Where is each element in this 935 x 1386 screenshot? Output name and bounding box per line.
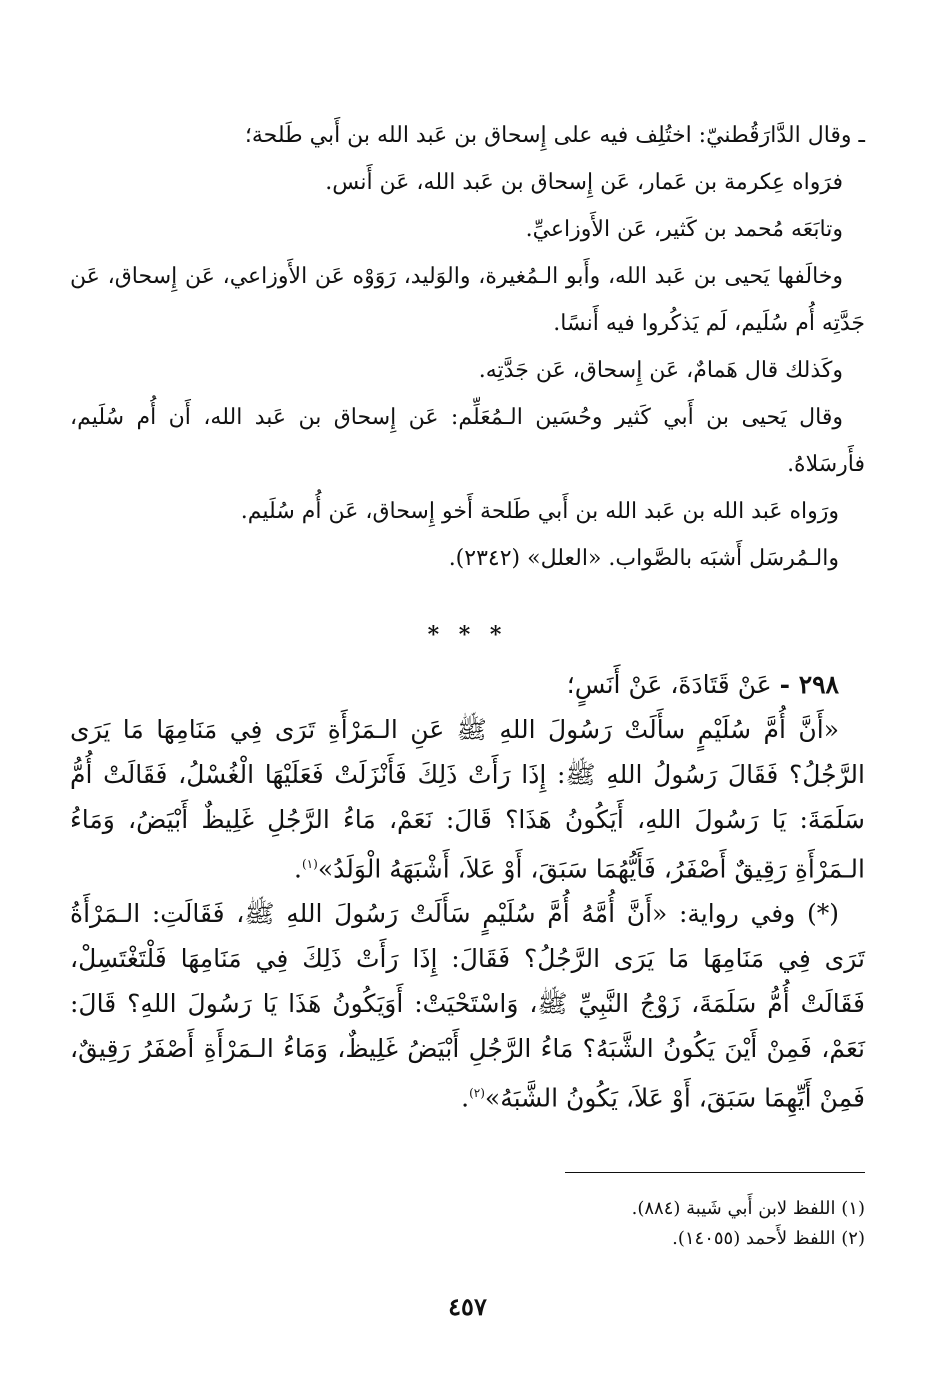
hadith-heading (70, 662, 865, 707)
text-line: وتابَعَه مُحمد بن كَثير، عَن الأَوزاعيِّ. (525, 217, 843, 242)
hadith-text: «أَنَّ أُمَّ سُلَيْمٍ سأَلَتْ رَسُولَ اللهِ ﷺ عَنِ الـمَرْأَةِ تَرَى فِي مَنَامِهَا مَا يَرَى الرَّجُلُ؟ فَقَالَ رَسُولُ اللهِ ﷺ: إِذَا رَأَتْ ذَلِكَ فَأَنْزَلَتْ فَعَلَيْهَا الْغُسْلُ، فَقَالَتْ أُمُّ سَلَمَةَ: يَا رَسُولَ اللهِ، أَيَكُونُ هَذَا؟ قَالَ: نَعَمْ، مَاءُ الرَّجُلِ غَلِيظٌ أَبْيَضُ، وَمَاءُ الـمَرْأَةِ رَقِيقٌ أَصْفَرُ، فَأَيُّهُمَا سَبَقَ، أَوْ عَلاَ، أَشْبَهَهُ الْوَلَدُ»$^{(١)}$. (70, 715, 865, 884)
footnote-item: (١) اللفظ لابن أَبي شَيبة (٨٨٤). (631, 1198, 865, 1219)
footnote-item: (٢) اللفظ لأَحمد (١٤٠٥٥). (672, 1228, 865, 1249)
hadith-chain: عَنْ قَتَادَةَ، عَنْ أَنَسٍ؛ (566, 670, 772, 699)
footnote-divider (565, 1172, 865, 1173)
text-line: ـ وقال الدَّارَقُطنيّ: اختُلِف فيه على إِسحاق بن عَبد الله بن أَبي طَلحة؛ (244, 123, 865, 148)
text-line: ورَواه عَبد الله بن عَبد الله بن أَبي طَلحة أَخو إِسحاق، عَن أُم سُلَيم. (240, 499, 839, 524)
commentary-section (70, 112, 865, 582)
hadith-body: «أَنَّ أُمَّ سُلَيْمٍ سأَلَتْ رَسُولَ اللهِ ﷺ عَنِ الـمَرْأَةِ تَرَى فِي مَنَامِهَا مَا يَرَى الرَّجُلُ؟ فَقَالَ رَسُولُ اللهِ ﷺ: إِذَا رَأَتْ ذَلِكَ فَأَنْزَلَتْ فَعَلَيْهَا الْغُسْلُ، فَقَالَتْ أُمُّ سَلَمَةَ: يَا رَسُولَ اللهِ، أَيَكُونُ هَذَا؟ قَالَ: نَعَمْ، مَاءُ الرَّجُلِ غَلِيظٌ أَبْيَضُ، وَمَاءُ الـمَرْأَةِ رَقِيقٌ أَصْفَرُ، فَأَيُّهُمَا سَبَقَ، أَوْ عَلاَ، أَشْبَهَهُ الْوَلَدُ» (70, 715, 865, 884)
footnotes (70, 1194, 865, 1254)
riwaya-body: (*) وفي رواية: «أَنَّ أُمَّهُ أُمَّ سُلَيْمٍ سَأَلَتْ رَسُولَ اللهِ ﷺ، فَقَالَتِ: الـمَرْأَةُ تَرَى فِي مَنَامِهَا مَا يَرَى الرَّجُلُ؟ فَقَالَ: إِذَا رَأَتْ ذَلِكَ فِي مَنَامِهَا فَلْتَغْتَسِلْ، فَقَالَتْ أُمُّ سَلَمَةَ، زَوْجُ النَّبِيِّ ﷺ، وَاسْتَحْيَتْ: أَوَيَكُونُ هَذَا يَا رَسُولَ اللهِ؟ قَالَ: نَعَمْ، فَمِنْ أَيْنَ يَكُونُ الشَّبَهُ؟ مَاءُ الرَّجُلِ أَبْيَضُ غَلِيظٌ، وَمَاءُ الـمَرْأَةِ أَصْفَرُ رَقِيقٌ، فَمِنْ أَيِّهِمَا سَبَقَ، أَوْ عَلاَ، يَكُونُ الشَّبَهُ» (70, 899, 865, 1113)
text-paragraph: وقال يَحيى بن أَبي كَثير وحُسَين الـمُعَلِّم: عَن إِسحاق بن عَبد الله، أَن أُم سُلَيم، فأَرسَلاهُ. (70, 405, 865, 477)
text-line: وكَذلك قال هَمامٌ، عَن إِسحاق، عَن جَدَّتِه. (478, 358, 843, 383)
footnote-ref: (٢) (469, 1086, 485, 1101)
footnote-ref: (١) (301, 857, 318, 871)
hadith-number: ٢٩٨ - (779, 670, 839, 699)
text-paragraph: وخالَفها يَحيى بن عَبد الله، وأَبو الـمُغيرة، والوَليد، رَوَوْه عَن الأَوزاعي، عَن إِسحاق، عَن جَدَّتِه أُم سُلَيم، لَم يَذكُروا فيه أَنسًا. (70, 264, 865, 336)
page-number: ٤٥٧ (448, 1292, 487, 1321)
text-line: والـمُرسَل أَشبَه بالصَّواب. «العلل» (٢٣٤٢). (448, 546, 839, 571)
hadith-section (70, 662, 865, 1121)
section-separator: * * * (427, 622, 508, 648)
text-line: فرَواه عِكرمة بن عَمار، عَن إِسحاق بن عَبد الله، عَن أَنس. (325, 170, 843, 195)
hadith-riwaya: (*) وفي رواية: «أَنَّ أُمَّهُ أُمَّ سُلَيْمٍ سَأَلَتْ رَسُولَ اللهِ ﷺ، فَقَالَتِ: الـمَرْأَةُ تَرَى فِي مَنَامِهَا مَا يَرَى الرَّجُلُ؟ فَقَالَ: إِذَا رَأَتْ ذَلِكَ فِي مَنَامِهَا فَلْتَغْتَسِلْ، فَقَالَتْ أُمُّ سَلَمَةَ، زَوْجُ النَّبِيِّ ﷺ، وَاسْتَحْيَتْ: أَوَيَكُونُ هَذَا يَا رَسُولَ اللهِ؟ قَالَ: نَعَمْ، فَمِنْ أَيْنَ يَكُونُ الشَّبَهُ؟ مَاءُ الرَّجُلِ أَبْيَضُ غَلِيظٌ، وَمَاءُ الـمَرْأَةِ أَصْفَرُ رَقِيقٌ، فَمِنْ أَيِّهِمَا سَبَقَ، أَوْ عَلاَ، يَكُونُ الشَّبَهُ»$^{(٢)}$. (70, 899, 865, 1113)
